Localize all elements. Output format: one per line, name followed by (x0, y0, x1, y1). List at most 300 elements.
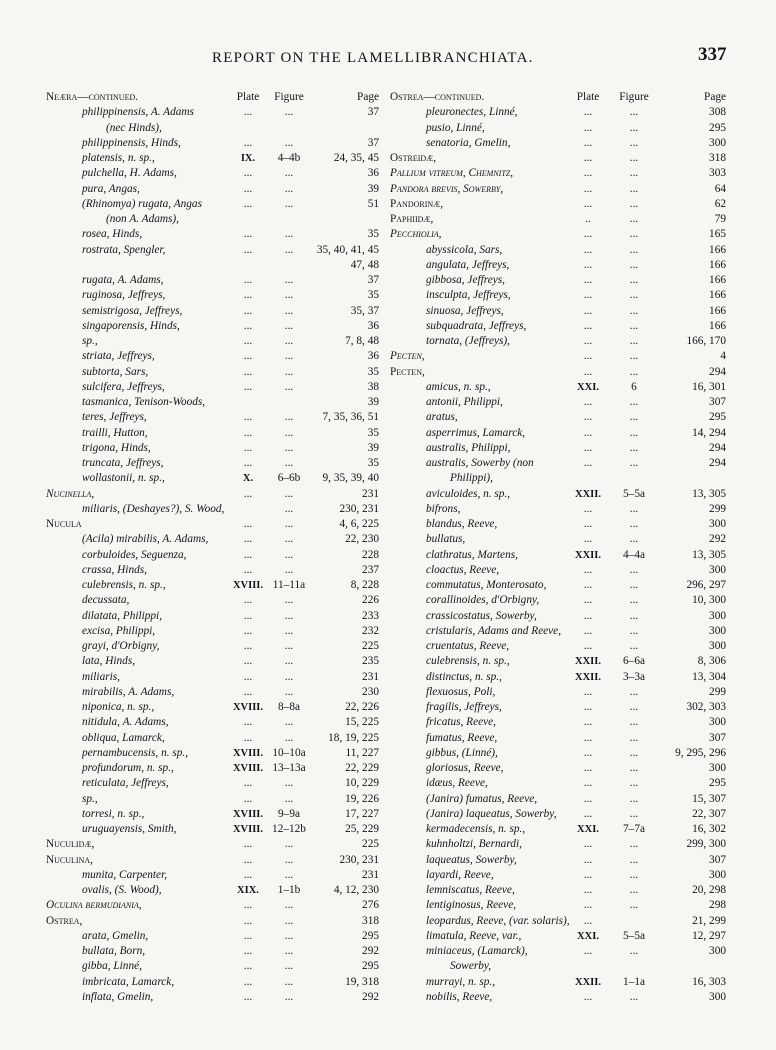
entry-name: (Janira) laqueatus, Sowerby, (426, 807, 557, 820)
entry-figure: 1–1a (623, 975, 645, 988)
entry-figure: ... (284, 426, 294, 439)
entry-page: 296, 297 (686, 579, 726, 591)
entry-figure: ... (284, 441, 294, 454)
entry-plate: XXII. (575, 488, 601, 500)
entry-figure: ... (284, 487, 294, 500)
entry-name: ruginosa, Jeffreys, (82, 289, 166, 302)
index-entry (390, 456, 730, 487)
entry-plate: ... (243, 792, 253, 805)
index-entry (390, 105, 730, 120)
entry-page: 231 (362, 487, 379, 500)
entry-name: arata, Gmelin, (82, 929, 149, 942)
index-entry (46, 929, 386, 944)
entry-figure: ... (629, 899, 639, 912)
entry-page: 19, 226 (345, 792, 379, 805)
index-column-left (46, 90, 386, 1005)
index-entry (46, 700, 386, 715)
entry-plate: ... (243, 960, 253, 973)
entry-page: 300 (709, 518, 726, 530)
entry-name: nitidula, A. Adams, (82, 716, 169, 729)
entry-figure: 4–4b (277, 152, 301, 164)
entry-figure: ... (284, 502, 294, 515)
entry-plate: ... (583, 197, 593, 210)
entry-figure: ... (629, 274, 639, 286)
entry-name: rosea, Hinds, (82, 228, 143, 241)
entry-figure: 9–9a (278, 807, 300, 820)
entry-page: 9, 35, 39, 40 (322, 472, 379, 485)
entry-figure: ... (284, 777, 294, 790)
entry-figure: ... (284, 609, 294, 622)
entry-figure: ... (629, 213, 639, 225)
entry-figure: ... (629, 884, 639, 896)
entry-figure: ... (284, 350, 294, 363)
index-entry (46, 685, 386, 700)
entry-plate: ... (583, 594, 593, 607)
entry-name: Nucula (46, 518, 82, 530)
entry-name: blandus, Reeve, (426, 518, 498, 530)
index-entry (390, 578, 730, 593)
entry-page: 12, 297 (692, 929, 726, 942)
entry-plate: X. (242, 473, 254, 485)
index-entry (46, 273, 386, 288)
index-entry (46, 959, 386, 974)
entry-name: bifrons, (426, 502, 461, 515)
entry-name: tasmanica, Tenison-Woods, (82, 396, 206, 408)
page-heading: Page (357, 91, 379, 103)
index-entry (46, 944, 386, 959)
entry-page: 166 (709, 289, 726, 302)
entry-plate: ... (243, 838, 253, 851)
index-entry (390, 639, 730, 654)
entry-page: 36 (367, 350, 379, 363)
entry-figure: ... (284, 335, 294, 347)
entry-figure: 1–1b (277, 884, 301, 896)
entry-name: Oculina bermudiania, (46, 899, 142, 912)
index-entry (46, 593, 386, 608)
index-entry (390, 243, 730, 258)
entry-name: Paphiidæ, (390, 213, 434, 225)
entry-figure: ... (629, 243, 639, 256)
entry-plate: ... (583, 777, 593, 790)
entry-page: 225 (362, 838, 379, 851)
entry-page: 36 (367, 319, 379, 332)
entry-plate: ... (583, 243, 593, 256)
entry-page: 15, 225 (345, 716, 379, 729)
entry-page: 299 (709, 685, 726, 698)
entry-name: bullata, Born, (82, 945, 146, 957)
index-entry (46, 563, 386, 578)
entry-plate: ... (243, 853, 253, 866)
index-entry (390, 654, 730, 669)
entry-figure: ... (629, 228, 639, 241)
entry-name: Pandora brevis, Sowerby, (390, 182, 504, 195)
entry-figure: ... (284, 533, 294, 546)
entry-plate: ... (243, 243, 253, 256)
entry-figure: ... (284, 990, 294, 1003)
entry-name: Pandorinæ, (390, 197, 444, 210)
entry-figure: ... (284, 197, 294, 210)
entry-plate: ... (583, 624, 593, 637)
entry-name: flexuosus, Poli, (426, 685, 496, 698)
index-entry (46, 334, 386, 349)
entry-figure: ... (284, 182, 294, 195)
entry-page: 20, 298 (692, 884, 726, 896)
entry-page: 35 (367, 365, 379, 378)
entry-plate: ... (583, 609, 593, 622)
entry-figure: ... (284, 975, 294, 988)
entry-figure: 5–5a (623, 487, 645, 500)
entry-plate: ... (243, 426, 253, 439)
entry-name: idæus, Reeve, (426, 777, 488, 790)
entry-plate: ... (243, 304, 253, 317)
entry-plate: ... (243, 609, 253, 622)
entry-page: 4, 6, 225 (339, 518, 379, 530)
entry-page: 10, 300 (692, 594, 726, 607)
entry-plate: ... (243, 594, 253, 607)
entry-name: excisa, Philippi, (82, 624, 156, 637)
entry-plate: ... (243, 182, 253, 195)
entry-page: 35 (367, 457, 379, 469)
entry-page: 318 (362, 914, 379, 927)
entry-plate: ... (243, 899, 253, 912)
entry-page: 7, 8, 48 (345, 335, 379, 347)
index-entry (390, 670, 730, 685)
entry-name: australis, Philippi, (426, 441, 511, 454)
entry-figure: ... (629, 533, 639, 546)
entry-plate: XXII. (575, 671, 601, 683)
entry-page: 4 (720, 350, 726, 363)
index-section-entry (390, 182, 730, 197)
entry-page: 24, 35, 45 (333, 152, 379, 164)
entry-plate: XXI. (577, 381, 599, 393)
entry-name: inflata, Gmelin, (82, 990, 154, 1003)
entry-page: 15, 307 (692, 792, 726, 805)
entry-figure: ... (284, 929, 294, 942)
entry-plate: ... (583, 746, 593, 759)
index-entry (390, 990, 730, 1005)
index-entry (390, 304, 730, 319)
entry-name: laqueatus, Sowerby, (426, 853, 517, 866)
entry-plate: XVIII. (232, 702, 264, 713)
entry-figure: ... (629, 868, 639, 881)
entry-plate: ... (583, 121, 593, 134)
entry-plate: ... (243, 868, 253, 881)
entry-name: singaporensis, Hinds, (82, 319, 180, 332)
index-entries (46, 105, 386, 1005)
entry-figure: 6–6b (277, 472, 301, 485)
entry-plate: ... (583, 762, 593, 774)
index-entry (46, 182, 386, 197)
entry-figure: ... (629, 762, 639, 774)
index-section-entry (390, 197, 730, 212)
index-entry (46, 395, 386, 410)
entry-name-continued: (nec Hinds), (106, 121, 162, 134)
entry-name: (Acila) mirabilis, A. Adams, (82, 533, 209, 546)
entry-page: 166 (709, 243, 726, 256)
entry-plate: ... (243, 106, 253, 119)
entry-page: 19, 318 (345, 975, 379, 988)
entry-name: tornata, (Jeffreys), (426, 335, 510, 347)
entry-name: lata, Hinds, (82, 655, 136, 668)
entry-figure: 7–7a (623, 823, 645, 835)
entry-page: 299 (709, 502, 726, 515)
entry-figure: ... (284, 670, 294, 683)
entry-name: pura, Angas, (82, 182, 140, 195)
entry-figure: ... (629, 945, 639, 957)
entry-figure: ... (284, 319, 294, 332)
entry-name: kermadecensis, n. sp., (426, 823, 526, 835)
entry-plate: XXI. (577, 824, 599, 835)
entry-plate: ... (583, 807, 593, 820)
entry-name: truncata, Jeffreys, (82, 457, 164, 469)
entry-plate: ... (243, 289, 253, 302)
index-entry (390, 319, 730, 334)
entry-plate: XVIII. (232, 747, 264, 759)
entry-plate: ... (583, 167, 593, 180)
entry-page: 166 (709, 258, 726, 271)
index-section-entry (46, 517, 386, 532)
entry-plate: XXI. (577, 930, 599, 942)
index-entry (390, 898, 730, 913)
index-entry (390, 776, 730, 791)
entry-page: 13, 305 (692, 548, 726, 561)
entry-figure: 11–11a (272, 579, 306, 591)
index-entry (390, 715, 730, 730)
entry-plate: ... (583, 258, 593, 271)
entry-page: 16, 302 (692, 823, 726, 835)
entry-figure: ... (629, 197, 639, 210)
entry-name: dilatata, Philippi, (82, 609, 163, 622)
entry-name: cloactus, Reeve, (426, 563, 500, 576)
entry-page: 302, 303 (686, 701, 726, 713)
entry-figure: 13–13a (272, 762, 306, 774)
index-entry (46, 380, 386, 395)
entry-plate: ... (583, 274, 593, 286)
entry-plate: ... (243, 380, 253, 393)
entry-plate: ... (583, 426, 593, 439)
entry-plate: ... (243, 731, 253, 744)
entry-figure: ... (629, 258, 639, 271)
index-section-entry (390, 349, 730, 364)
entry-plate: ... (243, 274, 253, 286)
entry-figure: ... (284, 304, 294, 317)
entry-page: 276 (362, 899, 379, 912)
entry-figure: ... (629, 121, 639, 134)
entry-page: 308 (709, 106, 726, 119)
entry-figure: ... (284, 380, 294, 393)
entry-figure: ... (629, 289, 639, 302)
entry-name: Pecten, (390, 365, 425, 378)
entry-plate: ... (583, 945, 593, 957)
continued-section-heading: Neæra—continued. (46, 91, 139, 103)
entry-figure: ... (629, 319, 639, 332)
index-entry (390, 700, 730, 715)
entry-plate: ... (243, 136, 253, 149)
entry-plate: ... (583, 319, 593, 332)
index-entry (390, 883, 730, 898)
entry-plate: ... (243, 197, 253, 210)
index-entry (390, 746, 730, 761)
index-entry (46, 776, 386, 791)
entry-name: miliaris, (Deshayes?), S. Wood, (82, 502, 225, 515)
entry-name: rugata, A. Adams, (82, 274, 164, 286)
entry-plate: ... (583, 853, 593, 866)
entry-page: 62 (714, 197, 726, 210)
index-entry (46, 761, 386, 776)
entry-page: 79 (714, 213, 726, 225)
entry-plate: ... (243, 487, 253, 500)
entry-plate: ... (243, 914, 253, 927)
entry-page: 16, 301 (692, 380, 726, 393)
index-entry (46, 456, 386, 471)
entry-plate: XVIII. (232, 808, 264, 820)
entry-plate: ... (583, 792, 593, 805)
entry-plate: ... (243, 655, 253, 668)
index-section-entry (46, 898, 386, 913)
entry-figure: ... (284, 716, 294, 729)
entry-name: sp., (82, 792, 98, 805)
index-entry (390, 593, 730, 608)
entry-name: platensis, n. sp., (82, 152, 155, 164)
entry-page: 8, 228 (350, 579, 379, 591)
index-entry (390, 426, 730, 441)
entry-name: miniaceus, (Lamarck), (426, 945, 528, 957)
entry-figure: ... (629, 411, 639, 424)
entry-name: niponica, n. sp., (82, 701, 155, 713)
entry-page: 300 (709, 762, 726, 774)
entry-name: corbuloides, Seguenza, (82, 548, 187, 561)
entry-page: 298 (709, 899, 726, 912)
entry-page: 22, 230 (345, 533, 379, 546)
index-section-entry (390, 212, 730, 227)
index-entry (390, 914, 730, 929)
entry-figure: ... (284, 548, 294, 561)
entry-figure: ... (629, 335, 639, 347)
entry-plate: ... (243, 670, 253, 683)
index-entry (390, 624, 730, 639)
figure-heading: Figure (274, 91, 304, 103)
entry-figure: ... (629, 350, 639, 363)
entry-name: kuhnholtzi, Bernardi, (426, 838, 522, 851)
index-entry (46, 471, 386, 486)
entry-page: 300 (709, 716, 726, 729)
index-entry (390, 975, 730, 990)
entry-page: 300 (709, 945, 726, 957)
index-entry (390, 410, 730, 425)
entry-figure: ... (284, 853, 294, 866)
entry-page: 14, 294 (692, 426, 726, 439)
entry-plate: XVIII. (232, 580, 264, 591)
index-entry (46, 365, 386, 380)
entry-figure: ... (284, 899, 294, 912)
entry-figure: ... (629, 853, 639, 866)
entry-plate: ... (583, 411, 593, 424)
index-entry (390, 273, 730, 288)
entry-plate: ... (243, 365, 253, 378)
entry-figure: ... (629, 746, 639, 759)
entry-page: 292 (709, 533, 726, 546)
continued-section-heading: Ostrea—continued. (390, 91, 485, 103)
entry-plate: ... (583, 884, 593, 896)
entry-page: 37 (367, 106, 379, 119)
entry-figure: ... (284, 838, 294, 851)
entry-page: 237 (362, 563, 379, 576)
entry-page: 300 (709, 563, 726, 576)
entry-plate: ... (583, 731, 593, 744)
entry-name: pulchella, H. Adams, (82, 167, 177, 180)
entry-page: 300 (709, 990, 726, 1003)
entry-page: 11, 227 (345, 746, 379, 759)
entry-name-continued: (non A. Adams), (106, 213, 180, 225)
entry-page: 10, 229 (345, 777, 379, 790)
entry-page: 166 (709, 319, 726, 332)
index-entries (390, 105, 730, 1005)
index-entry (390, 395, 730, 410)
entry-name: aratus, (426, 411, 458, 424)
index-entry (46, 410, 386, 425)
index-entry (46, 624, 386, 639)
index-entry (390, 792, 730, 807)
entry-page: 39 (367, 396, 379, 408)
entry-name: (Janira) fumatus, Reeve, (426, 792, 538, 805)
entry-plate: ... (583, 868, 593, 881)
entry-page: 295 (709, 777, 726, 790)
entry-plate: ... (583, 914, 593, 927)
entry-page: 230 (362, 685, 379, 698)
index-section-entry (390, 151, 730, 166)
index-entry (46, 502, 386, 517)
index-entry (46, 715, 386, 730)
entry-name: gloriosus, Reeve, (426, 762, 504, 774)
entry-figure: ... (629, 396, 639, 408)
entry-page: 292 (362, 945, 379, 957)
entry-page: 231 (362, 868, 379, 881)
entry-figure: ... (284, 960, 294, 973)
entry-figure: 6–6a (623, 655, 645, 668)
entry-page: 233 (362, 609, 379, 622)
entry-page: 235 (362, 655, 379, 668)
entry-name: mirabilis, A. Adams, (82, 685, 175, 698)
entry-plate: XIX. (237, 885, 259, 896)
entry-name: cristularis, Adams and Reeve, (426, 624, 562, 637)
entry-name: subquadrata, Jeffreys, (426, 319, 527, 332)
entry-page-continued: 47, 48 (350, 258, 379, 271)
index-entry (46, 731, 386, 746)
entry-figure: ... (629, 136, 639, 149)
entry-plate: ... (583, 396, 593, 408)
entry-figure: 8–8a (278, 701, 300, 713)
entry-plate: ... (583, 106, 593, 119)
entry-page: 8, 306 (697, 655, 726, 668)
entry-plate: ... (583, 365, 593, 378)
entry-page: 300 (709, 624, 726, 637)
entry-figure: ... (284, 411, 294, 424)
plate-heading: Plate (236, 91, 260, 103)
entry-figure: 6 (631, 380, 637, 393)
index-entry (390, 288, 730, 303)
entry-name: gibbosa, Jeffreys, (426, 274, 505, 286)
entry-figure: ... (284, 563, 294, 576)
entry-figure: ... (284, 274, 294, 286)
entry-page: 37 (367, 136, 379, 149)
figure-heading: Figure (619, 91, 649, 103)
entry-plate: XXII. (575, 976, 601, 988)
entry-plate: ... (243, 548, 253, 561)
entry-name: corallinoides, d'Orbigny, (426, 594, 540, 607)
entry-figure: ... (629, 563, 639, 576)
index-entry (390, 517, 730, 532)
entry-name-continued: Philippi), (450, 472, 493, 485)
